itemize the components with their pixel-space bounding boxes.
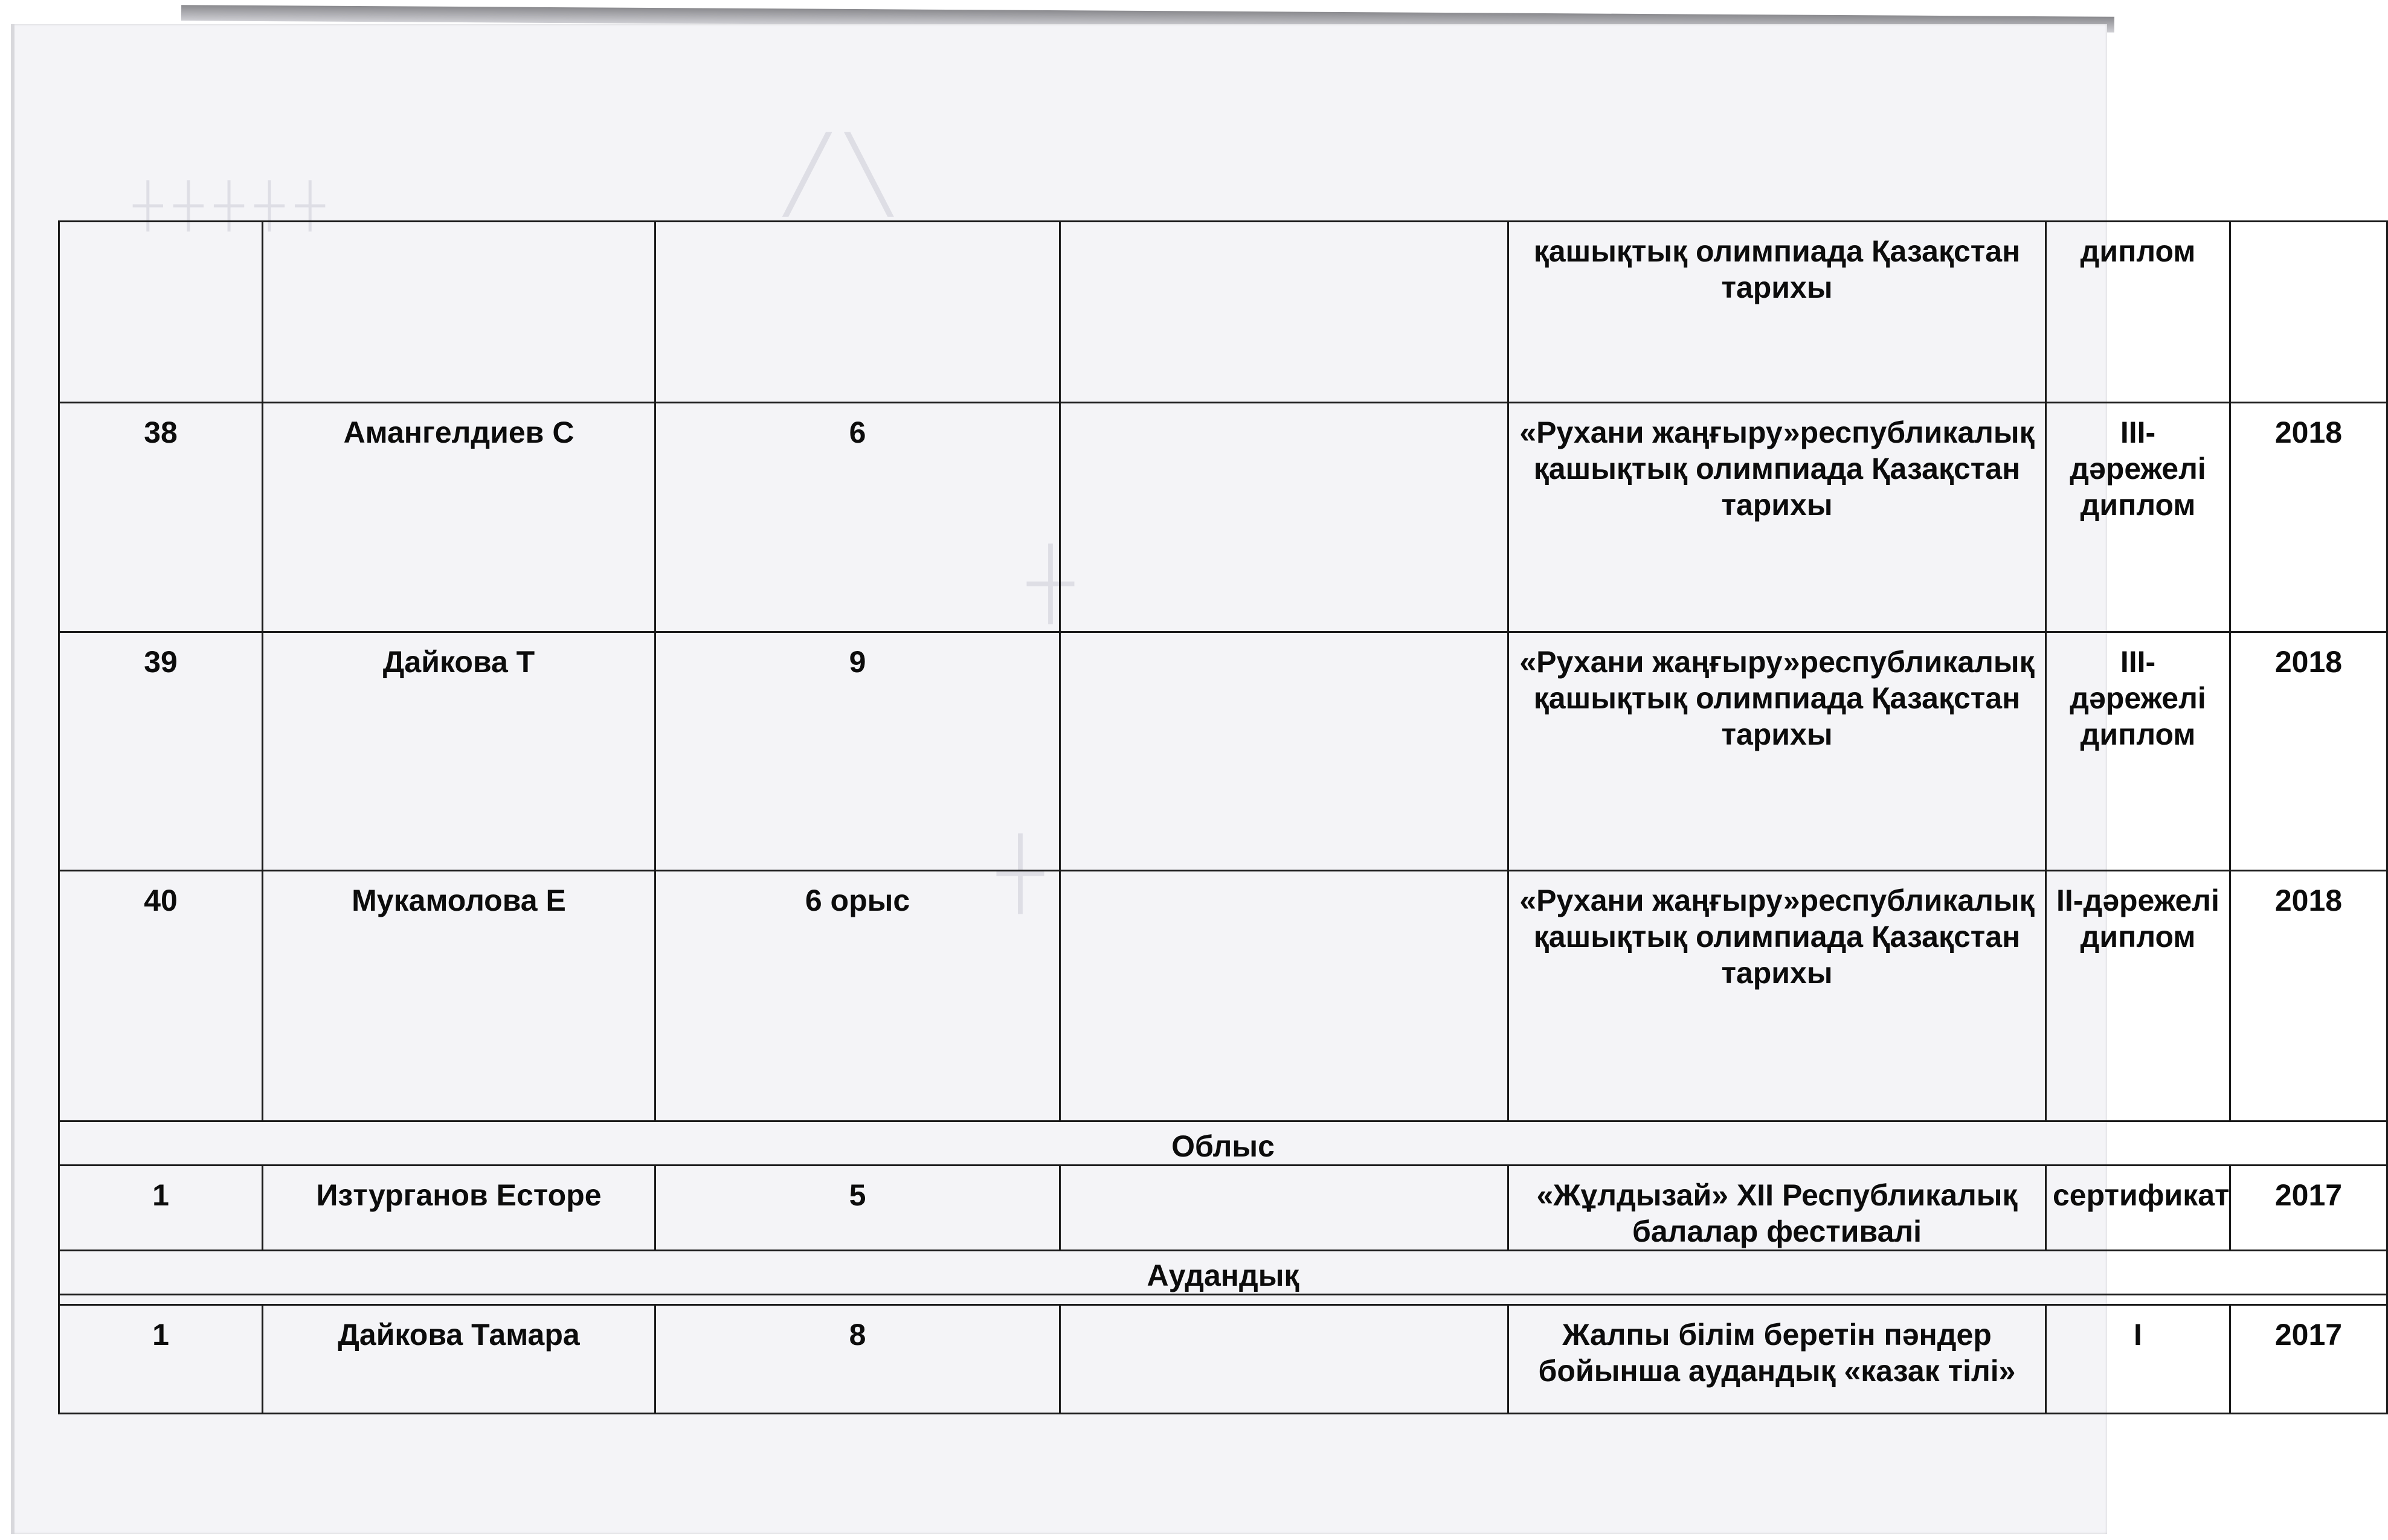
empty-cell: [1060, 222, 1508, 403]
table-row: [59, 222, 2387, 403]
empty-cell: [1060, 871, 1508, 1121]
row-number: 1: [59, 1305, 263, 1414]
student-class: 8: [655, 1305, 1060, 1414]
year: 2017: [2230, 1305, 2387, 1414]
row-number: 40: [59, 871, 263, 1121]
event-name: «Рухани жаңғыру»республикалық қашықтық олимпиада Қазақстан тарихы: [1508, 871, 2046, 1121]
section-header-oblys: [59, 1121, 2387, 1166]
student-name: Амангелдиев С: [263, 403, 655, 632]
results-table: [58, 220, 2388, 1414]
student-name: Дайкова Тамара: [263, 1305, 655, 1414]
event-name: «Жұлдызай» ХІІ Республикалық балалар фестивалі: [1508, 1166, 2046, 1251]
student-class: 9: [655, 632, 1060, 871]
award: ІІ-дәрежелі диплом: [2046, 871, 2230, 1121]
spacer-cell: [59, 1295, 2387, 1305]
table-row: [59, 403, 2387, 632]
student-class: 6: [655, 403, 1060, 632]
student-class: 5: [655, 1166, 1060, 1251]
section-title: Аудандық: [59, 1251, 2387, 1295]
award: сертификат: [2046, 1166, 2230, 1251]
award: ІІІ-дәрежелі диплом: [2046, 403, 2230, 632]
event-name: «Рухани жаңғыру»республикалық қашықтық олимпиада Қазақстан тарихы: [1508, 632, 2046, 871]
empty-cell: [1060, 632, 1508, 871]
year: 2018: [2230, 632, 2387, 871]
table-row: [59, 632, 2387, 871]
student-name: Мукамолова Е: [263, 871, 655, 1121]
section-header-audan: [59, 1251, 2387, 1295]
table-row: [59, 871, 2387, 1121]
student-name: Изтурганов Есторе: [263, 1166, 655, 1251]
year: [2230, 222, 2387, 403]
row-number: 39: [59, 632, 263, 871]
row-number: 1: [59, 1166, 263, 1251]
event-name: «Рухани жаңғыру»республикалық қашықтық олимпиада Қазақстан тарихы: [1508, 403, 2046, 632]
scanner-shadow-left: [11, 24, 14, 1534]
event-name: қашықтық олимпиада Қазақстан тарихы: [1508, 222, 2046, 403]
student-class: [655, 222, 1060, 403]
event-name: Жалпы білім беретін пәндер бойынша аудандық «казак тілі»: [1508, 1305, 2046, 1414]
award: диплом: [2046, 222, 2230, 403]
year: 2018: [2230, 871, 2387, 1121]
year: 2018: [2230, 403, 2387, 632]
empty-cell: [1060, 1166, 1508, 1251]
award: ІІІ-дәрежелі диплом: [2046, 632, 2230, 871]
student-name: [263, 222, 655, 403]
student-name: Дайкова Т: [263, 632, 655, 871]
section-title: Облыс: [59, 1121, 2387, 1166]
row-number: [59, 222, 263, 403]
row-number: 38: [59, 403, 263, 632]
empty-cell: [1060, 403, 1508, 632]
student-class: 6 орыс: [655, 871, 1060, 1121]
year: 2017: [2230, 1166, 2387, 1251]
table-row: [59, 1166, 2387, 1251]
table-row: [59, 1305, 2387, 1414]
empty-cell: [1060, 1305, 1508, 1414]
spacer-row: [59, 1295, 2387, 1305]
award: І: [2046, 1305, 2230, 1414]
